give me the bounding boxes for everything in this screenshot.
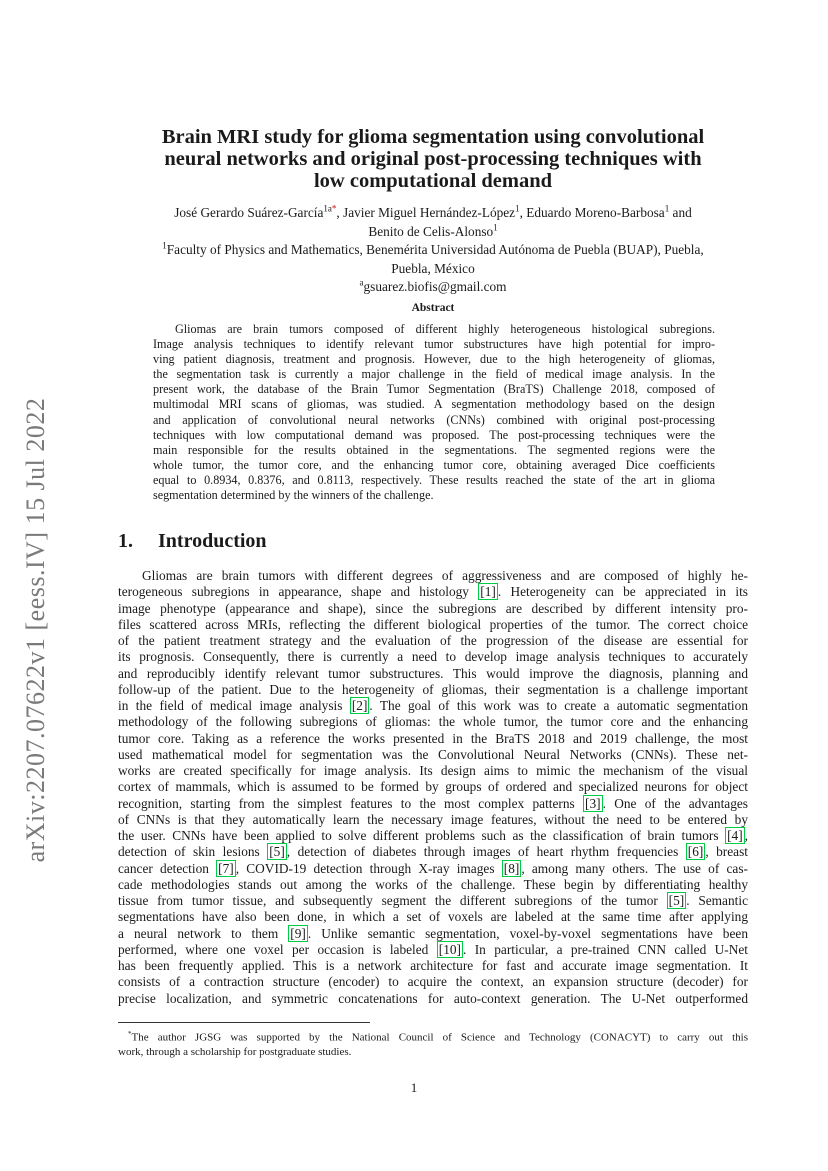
body-line bbox=[118, 747, 748, 763]
body-line bbox=[118, 666, 748, 682]
introduction-body bbox=[118, 568, 748, 1007]
body-line bbox=[118, 601, 748, 617]
body-text-run: , COVID-19 detection through X-ray images bbox=[235, 860, 502, 876]
body-line bbox=[118, 584, 748, 600]
footnote-divider bbox=[118, 1022, 370, 1023]
author-name: José Gerardo Suárez-García bbox=[174, 205, 324, 220]
citation-link[interactable]: [8] bbox=[503, 860, 520, 876]
abstract-line: multimodal MRI scans of gliomas, was studied. A segmentation methodology based on the design bbox=[153, 397, 715, 412]
author-line-2 bbox=[110, 223, 756, 242]
body-line bbox=[118, 844, 748, 860]
body-text-run: and reproducibly identify relevant tumor substructures. This would improve the diagnosis, planning and bbox=[118, 665, 748, 681]
citation-link[interactable]: [7] bbox=[218, 860, 234, 876]
footnote-text-1: The author JGSG was supported by the National Council of Science and Technology (CONACYT) to carry out this bbox=[131, 1031, 748, 1044]
email-sup: a bbox=[359, 277, 364, 288]
abstract-line: techniques with low computational demand was proposed. The post-processing techniques were the bbox=[153, 427, 715, 442]
abstract-line: Image analysis techniques to identify relevant tumor substructures have high potential for impro- bbox=[153, 337, 715, 352]
abstract-line: whole tumor, the tumor core, and the enhancing tumor core, obtaining averaged Dice coefficients bbox=[153, 457, 715, 472]
body-line bbox=[118, 942, 748, 958]
body-line bbox=[118, 682, 748, 698]
footnote-line bbox=[118, 1027, 748, 1045]
email-address: gsuarez.biofis@gmail.com bbox=[363, 279, 507, 294]
body-line bbox=[118, 974, 748, 990]
body-line bbox=[118, 828, 748, 844]
author-sup: 1a bbox=[323, 203, 332, 214]
body-text-run: of the patient treatment strategy and the evaluation of the progression of the disease are essential for bbox=[118, 633, 748, 648]
affiliation-sup: 1 bbox=[162, 240, 167, 251]
body-text-run: terogeneous subregions in appearance, shape and histology bbox=[118, 584, 479, 600]
abstract-line: Gliomas are brain tumors composed of different highly heterogeneous histological subregions. bbox=[175, 322, 715, 336]
body-line bbox=[118, 714, 748, 730]
citation-link[interactable]: [1] bbox=[480, 584, 496, 600]
body-text-run: , detection of diabetes through images of heart rhythm frequencies bbox=[286, 844, 686, 860]
author-sup: 1 bbox=[515, 203, 520, 214]
body-text-run: . The goal of this work was to create a automatic segmentation bbox=[369, 698, 748, 713]
body-line bbox=[118, 893, 748, 909]
arxiv-identifier: arXiv:2207.07622v1 [eess.IV] 15 Jul 2022 bbox=[21, 397, 50, 863]
body-text-run: . Unlike semantic segmentation, voxel-by-voxel segmentations have been bbox=[307, 925, 748, 941]
citation-link[interactable]: [5] bbox=[668, 893, 685, 908]
body-text-run: detection of skin lesions bbox=[118, 844, 268, 860]
citation-link[interactable]: [6] bbox=[687, 844, 704, 860]
body-line bbox=[118, 926, 748, 942]
body-line bbox=[118, 779, 748, 795]
citation-link[interactable]: [4] bbox=[727, 828, 743, 843]
body-text-run: methodology of the following subregions of gliomas: the whole tumor, the tumor core and the enhancing bbox=[118, 714, 748, 730]
author-block bbox=[110, 204, 756, 297]
author-sup: 1 bbox=[664, 203, 670, 214]
author-name: , Javier Miguel Hernández-López bbox=[336, 205, 516, 220]
footnote-line: work, through a scholarship for postgraduate studies. bbox=[118, 1045, 352, 1058]
body-line bbox=[118, 763, 748, 779]
section-heading bbox=[118, 530, 267, 553]
body-line bbox=[118, 812, 748, 828]
arxiv-side-stamp bbox=[14, 370, 58, 890]
citation-link[interactable]: [2] bbox=[351, 698, 368, 713]
affiliation-line-1: Faculty of Physics and Mathematics, Benemérita Universidad Autónoma de Puebla (BUAP), Puebla, bbox=[166, 242, 704, 257]
body-text-run: recognition, starting from the simplest features to the most complex patterns bbox=[118, 795, 584, 811]
body-text-run: files scattered across MRIs, reflecting the different biological properties of the tumor. The correct choice bbox=[118, 616, 748, 632]
abstract-line: equal to 0.8934, 0.8376, and 0.8113, respectively. These results reached the state of the art in glioma bbox=[153, 472, 715, 487]
author-conjunction: and bbox=[669, 205, 692, 220]
abstract-line: present work, the database of the Brain Tumor Segmentation (BraTS) Challenge 2018, composed of bbox=[153, 382, 715, 397]
body-text-run: precise localization, and symmetric concatenations for auto-context generation. The U-Net outperformed bbox=[118, 990, 748, 1006]
body-text-run: works are created specifically for image analysis. Its design aims to mimic the mechanism of the visual bbox=[118, 763, 748, 778]
body-text-run: , breast bbox=[705, 844, 748, 860]
body-line bbox=[118, 698, 748, 714]
body-line bbox=[118, 861, 748, 877]
body-text-run: cancer detection bbox=[118, 860, 217, 876]
author-line-1 bbox=[110, 204, 756, 223]
abstract-line: and application of convolutional neural networks (CNNs) combined with original post-processing bbox=[153, 412, 715, 427]
body-line bbox=[118, 796, 748, 812]
body-line bbox=[118, 731, 748, 747]
body-text-run: . One of the advantages bbox=[602, 795, 748, 811]
body-text-run: follow-up of the patient. Due to the heterogeneity of gliomas, their segmentation is a challenge important bbox=[118, 681, 748, 697]
author-name: , Eduardo Moreno-Barbosa bbox=[519, 205, 665, 220]
abstract-line: segmentation determined by the winners of the challenge. bbox=[153, 488, 434, 503]
affiliation bbox=[110, 241, 756, 260]
body-text-run: of CNNs is that they automatically learn the necessary image features, without the need to be entered by bbox=[118, 811, 748, 827]
section-title: Introduction bbox=[158, 530, 267, 552]
body-text-run: performed, where one voxel per occasion is labeled bbox=[118, 941, 437, 957]
citation-link[interactable]: [3] bbox=[585, 795, 601, 811]
body-text-run: cade methodologies stands out among the works of the challenge. These begin by differentiating healthy bbox=[118, 876, 748, 892]
body-text-run: has been frequently applied. This is a network architecture for fast and accurate image segmentation. It bbox=[118, 958, 748, 973]
body-line bbox=[118, 633, 748, 649]
title-line: neural networks and original post-processing techniques with bbox=[164, 148, 702, 170]
body-text-run: tumor core. Taking as a reference the works presented in the BraTS 2018 and 2019 challenge, the most bbox=[118, 730, 748, 746]
body-text-run: a neural network to them bbox=[118, 925, 289, 941]
citation-link[interactable]: [9] bbox=[290, 925, 306, 941]
paper-title bbox=[118, 126, 748, 192]
author-name: Benito de Celis-Alonso bbox=[368, 223, 494, 239]
body-line bbox=[118, 991, 748, 1007]
body-text-run: consists of a contraction structure (encoder) to acquire the context, an expansion structure (decoder) for bbox=[118, 974, 748, 990]
abstract-line: ving patient diagnosis, treatment and prognosis. However, due to the high heterogeneity of gliomas, bbox=[153, 352, 715, 367]
body-line bbox=[118, 568, 748, 584]
body-line bbox=[118, 909, 748, 925]
title-line: low computational demand bbox=[313, 170, 553, 192]
body-text-run: , among many others. The use of cas- bbox=[521, 860, 748, 876]
body-line bbox=[118, 877, 748, 893]
citation-link[interactable]: [10] bbox=[438, 941, 461, 957]
abstract-line: the segmentation task is currently a major challenge in the field of medical image analysis. In the bbox=[153, 367, 715, 382]
body-line bbox=[118, 958, 748, 974]
body-text-run: used mathematical model for segmentation was the Convolutional Neural Networks (CNNs). These net- bbox=[118, 746, 748, 762]
title-line: Brain MRI study for glioma segmentation using convolutional bbox=[161, 126, 705, 148]
body-line bbox=[118, 649, 748, 665]
abstract-heading: Abstract bbox=[411, 302, 455, 314]
section-number: 1. bbox=[118, 530, 133, 552]
footnote bbox=[118, 1027, 748, 1059]
footnote-link[interactable]: * bbox=[331, 203, 337, 214]
body-text-run: its prognosis. Consequently, there is currently a need to develop image analysis techniques to accurately bbox=[118, 649, 748, 665]
body-text-run: image phenotype (appearance and shape), since the subregions are described by different intensity pro- bbox=[118, 600, 748, 616]
body-text-run: . Semantic bbox=[686, 893, 748, 908]
body-text-run: tissue from tumor tissue, and subsequently segment the different subregions of the tumor bbox=[118, 893, 667, 908]
body-text-run: . In particular, a pre-trained CNN called U-Net bbox=[463, 941, 748, 957]
footnote-mark: * bbox=[128, 1030, 132, 1038]
contact-email bbox=[110, 278, 756, 297]
abstract-line: main responsible for the results obtained in the segmentations. The segmented regions were the bbox=[153, 442, 715, 457]
page-number: 1 bbox=[410, 1080, 418, 1095]
body-text-run: , bbox=[744, 828, 748, 843]
body-line bbox=[118, 617, 748, 633]
body-text-run: segmentations have also been done, in which a set of voxels are labeled at the same time after applying bbox=[118, 909, 748, 925]
body-text-run: the user. CNNs have been applied to solve different problems such as the classification of brain tumors bbox=[118, 828, 726, 843]
body-text-run: cortex of mammals, which is assumed to be formed by groups of ordered and specialized neurons for object bbox=[118, 779, 748, 795]
body-text-run: in the field of medical image analysis bbox=[118, 698, 350, 713]
abstract-text bbox=[153, 322, 715, 503]
body-text-run: . Heterogeneity can be appreciated in its bbox=[497, 584, 748, 600]
affiliation-line-2: Puebla, México bbox=[391, 260, 475, 276]
citation-link[interactable]: [5] bbox=[269, 844, 285, 860]
body-text-run: Gliomas are brain tumors with different degrees of aggressiveness and are composed of highly he- bbox=[142, 568, 748, 583]
author-sup: 1 bbox=[493, 222, 498, 233]
